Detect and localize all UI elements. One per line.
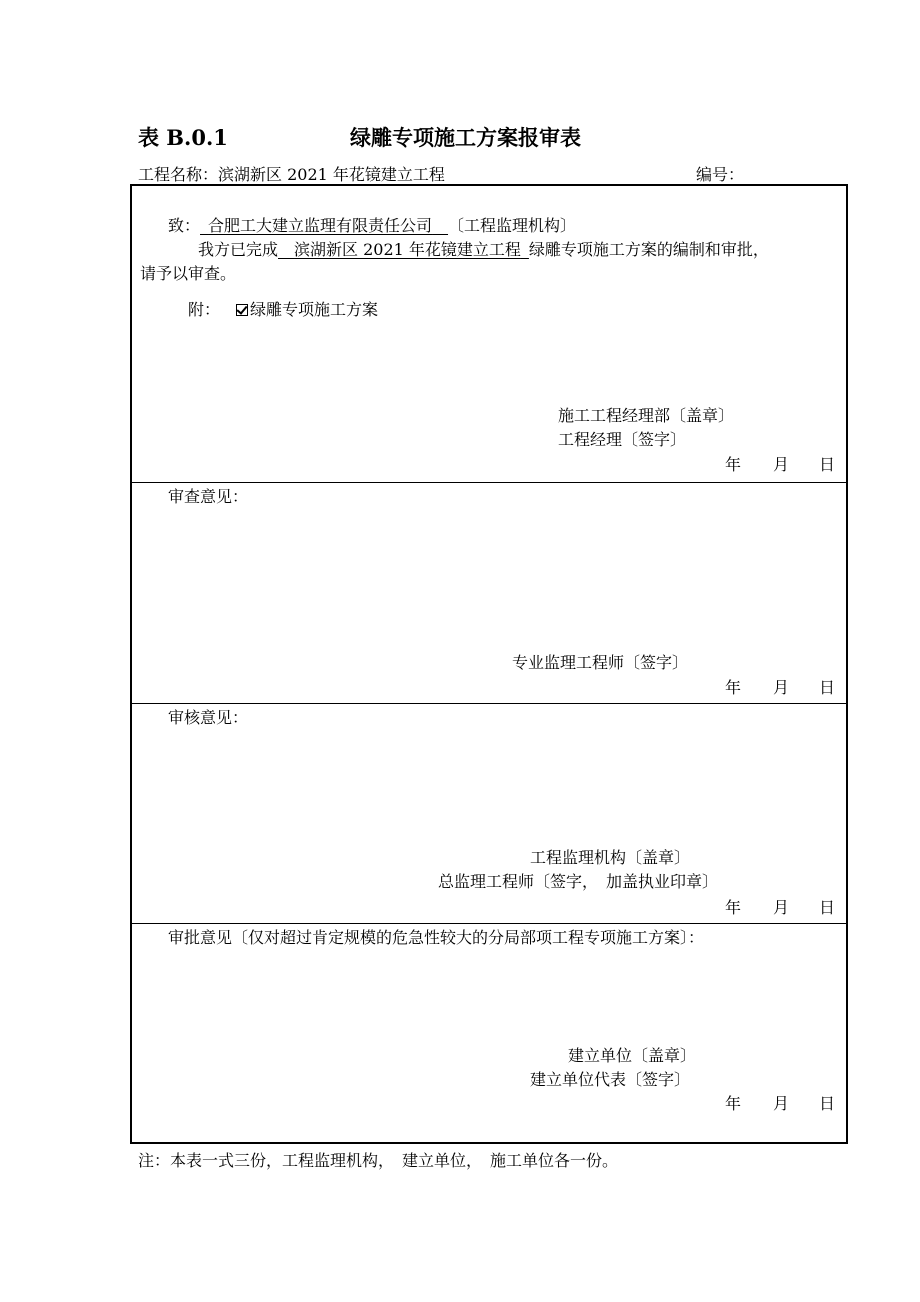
chief-engineer-sign-label: 总监理工程师〔签字， 加盖执业印章〕 xyxy=(438,872,719,891)
addressee-suffix: 〔工程监理机构〕 xyxy=(448,216,577,235)
addressee-org: 合肥工大建立监理有限责任公司 xyxy=(208,216,433,235)
approval-heading: 审批意见〔仅对超过肯定规模的危急性较大的分局部项工程专项施工方案〕： xyxy=(168,928,705,947)
addressee-line xyxy=(168,216,576,236)
addressee-label: 致： xyxy=(168,216,201,235)
date-month: 月 xyxy=(773,898,790,917)
project-label: 工程名称： xyxy=(138,165,219,184)
submission-body-line1: 我方已完成 滨湖新区 2021 年花镜建立工程 绿雕专项施工方案的编制和审批， xyxy=(198,240,769,259)
attachment-label: 附： xyxy=(188,300,221,319)
date-year: 年 xyxy=(725,898,742,917)
attachment-item: 绿雕专项施工方案 xyxy=(250,300,379,319)
audit-section xyxy=(132,703,846,923)
approval-section xyxy=(132,923,846,1142)
review-section xyxy=(132,482,846,703)
date-day: 日 xyxy=(819,455,836,474)
date-year: 年 xyxy=(725,1094,742,1113)
date-month: 月 xyxy=(773,1094,790,1113)
project-name-row xyxy=(138,162,445,185)
date-month: 月 xyxy=(773,678,790,697)
audit-heading: 审核意见： xyxy=(168,708,249,727)
review-heading: 审查意见： xyxy=(168,487,249,506)
owner-representative-sign-label: 建立单位代表〔签字〕 xyxy=(530,1070,691,1089)
date-day: 日 xyxy=(819,678,836,697)
project-name: 滨湖新区 2021 年花镜建立工程 xyxy=(218,165,445,184)
table-code: 表 B.0.1 xyxy=(138,125,228,150)
submission-body-line2: 请予以审查。 xyxy=(140,264,237,283)
date-day: 日 xyxy=(819,1094,836,1113)
contractor-seal-label: 施工工程经理部〔盖章〕 xyxy=(558,406,735,425)
project-manager-sign-label: 工程经理〔签字〕 xyxy=(558,430,687,449)
attachment-row xyxy=(188,300,378,320)
supervision-org-seal-label: 工程监理机构〔盖章〕 xyxy=(530,848,691,867)
attachment-checkbox[interactable] xyxy=(236,304,248,316)
date-year: 年 xyxy=(725,678,742,697)
form-number-label: 编号： xyxy=(696,165,745,184)
date-year: 年 xyxy=(725,455,742,474)
body-project-name: 滨湖新区 2021 年花镜建立工程 xyxy=(294,240,521,259)
form-title: 绿雕专项施工方案报审表 xyxy=(350,125,581,150)
form-table xyxy=(130,184,848,1144)
footer-note: 注：本表一式三份，工程监理机构， 建立单位， 施工单位各一份。 xyxy=(138,1151,619,1170)
date-day: 日 xyxy=(819,898,836,917)
owner-seal-label: 建立单位〔盖章〕 xyxy=(568,1046,697,1065)
supervising-engineer-sign-label: 专业监理工程师〔签字〕 xyxy=(512,653,689,672)
submission-section xyxy=(132,186,846,482)
date-month: 月 xyxy=(773,455,790,474)
